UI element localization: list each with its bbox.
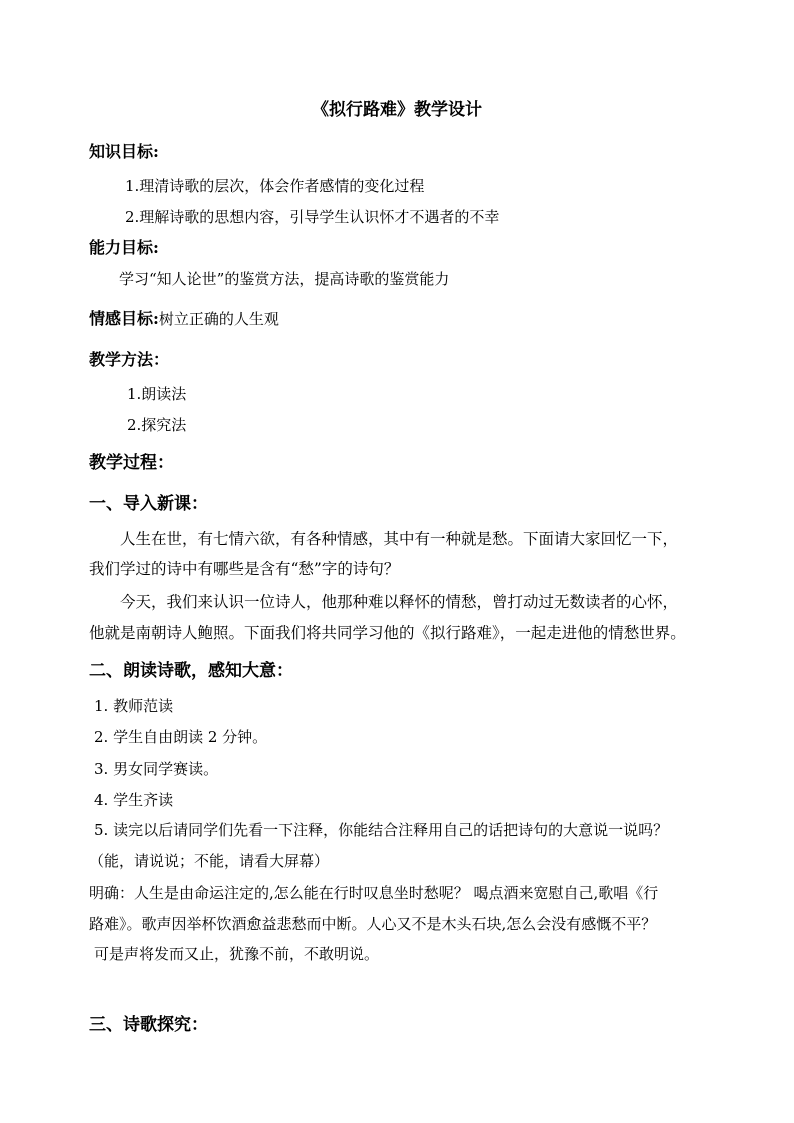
knowledge-goal-item: 1.理清诗歌的层次，体会作者感情的变化过程 [125,177,425,195]
section2-list-item: 2. 学生自由朗读 2 分钟。 [94,728,268,746]
emotion-goals-line [89,309,279,328]
method-item: 1.朗读法 [127,385,187,403]
ability-goals-text: 学习“知人论世”的鉴赏方法，提高诗歌的鉴赏能力 [119,270,450,288]
section2-clarify-line: 可是声将发而又止，犹豫不前，不敢明说。 [94,945,380,963]
section2-note: （能，请说说；不能，请看大屏幕） [89,852,330,870]
section2-list-item: 1. 教师范读 [94,697,174,715]
section1-heading: 一、导入新课： [89,494,208,514]
method-item: 2.探究法 [127,416,187,434]
section2-list-item: 5. 读完以后请同学们先看一下注释，你能结合注释用自己的话把诗句的大意说一说吗？ [94,821,669,839]
ability-goals-heading: 能力目标: [89,238,159,257]
emotion-goals-text: 树立正确的人生观 [158,310,279,328]
section1-paragraph-line: 我们学过的诗中有哪些是含有“愁”字的诗句？ [89,560,400,578]
section2-heading: 二、朗读诗歌，感知大意： [89,661,293,681]
section3-heading: 三、诗歌探究： [89,1015,208,1035]
section2-list-item: 3. 男女同学赛读。 [94,760,219,778]
section1-paragraph-line: 人生在世，有七情六欲，有各种情感，其中有一种就是愁。下面请大家回忆一下， [120,530,679,548]
section2-clarify-line: 路难》。歌声因举杯饮酒愈益悲愁而中断。人心又不是木头石块,怎么会没有感慨不平？ [89,915,657,933]
emotion-goals-heading: 情感目标: [89,309,159,328]
knowledge-goal-item: 2.理解诗歌的思想内容，引导学生认识怀才不遇者的不幸 [125,208,500,226]
process-heading: 教学过程： [89,453,174,473]
section2-list-item: 4. 学生齐读 [94,791,174,809]
methods-heading: 教学方法： [89,350,170,369]
page-title: 《拟行路难》教学设计 [312,100,482,120]
knowledge-goals-heading: 知识目标: [89,142,159,161]
section2-clarify-line: 明确：人生是由命运注定的,怎么能在行时叹息坐时愁呢？ 喝点酒来宽慰自己,歌唱《行 [89,884,659,902]
section1-paragraph-line: 今天，我们来认识一位诗人，他那种难以释怀的情愁，曾打动过无数读者的心怀， [120,593,679,611]
section1-paragraph-line: 他就是南朝诗人鲍照。下面我们将共同学习他的《拟行路难》，一起走进他的情愁世界。 [89,624,686,642]
